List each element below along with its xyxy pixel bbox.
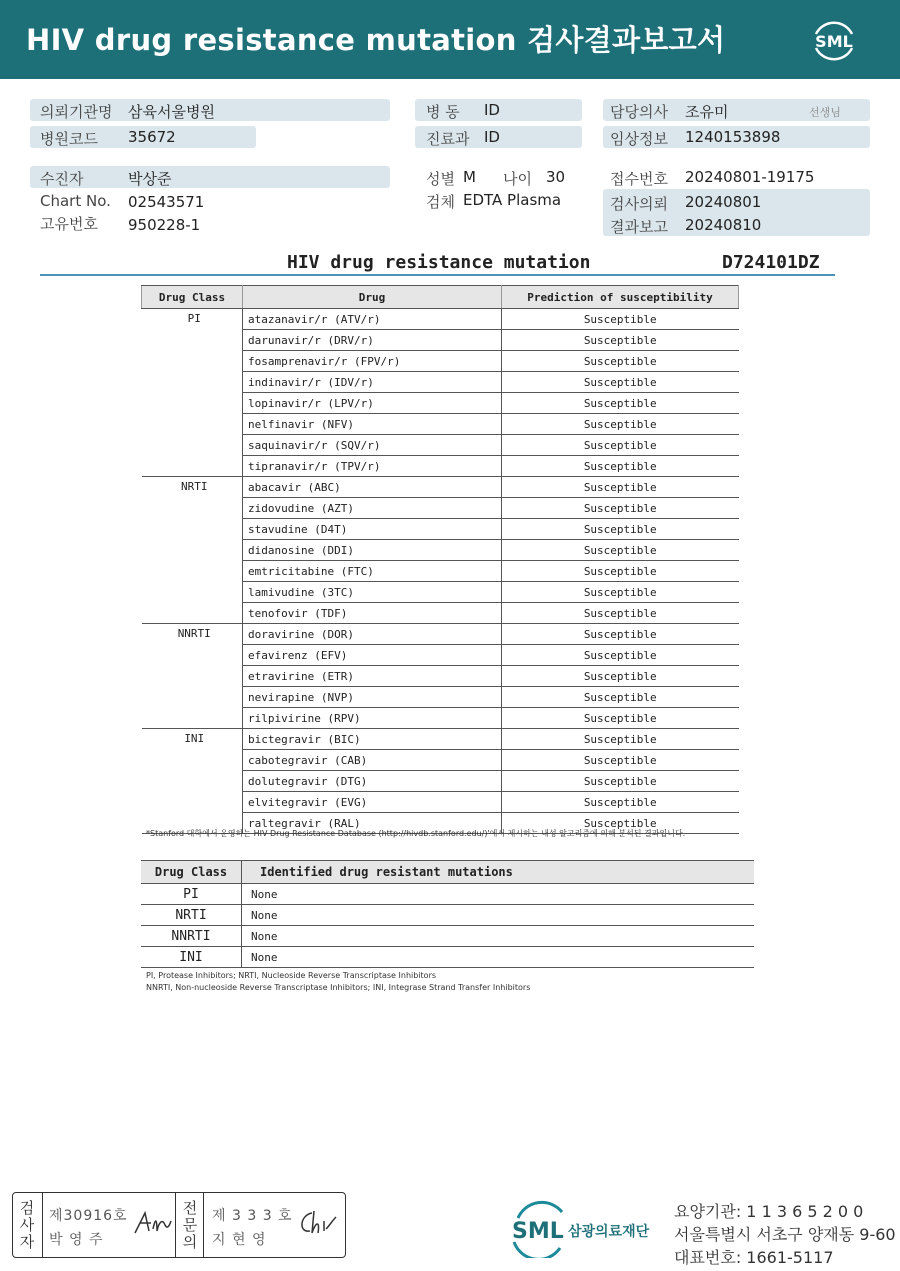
drug-class-cell: PI: [142, 309, 243, 477]
prediction-cell: Susceptible: [502, 477, 739, 498]
prediction-cell: Susceptible: [502, 624, 739, 645]
prediction-cell: Susceptible: [502, 372, 739, 393]
age-value: 30: [546, 168, 566, 186]
table-row: [142, 477, 739, 498]
drug-name-cell: rilpivirine (RPV): [243, 708, 502, 729]
expert-license: 제 3 3 3 호: [212, 1208, 293, 1224]
mutation-value-cell: None: [242, 947, 755, 968]
divider: [42, 1193, 43, 1257]
drug-name-cell: bictegravir (BIC): [243, 729, 502, 750]
table-row: [141, 926, 754, 947]
sex-label: 성별: [426, 170, 455, 188]
report-header: [0, 0, 900, 79]
table-row: [142, 729, 739, 750]
drug-name-cell: cabotegravir (CAB): [243, 750, 502, 771]
mutation-class-cell: INI: [141, 947, 242, 968]
mutation-body: [141, 884, 754, 968]
drug-name-cell: indinavir/r (IDV/r): [243, 372, 502, 393]
mutation-value-cell: None: [242, 926, 755, 947]
id-label: 고유번호: [40, 215, 98, 233]
dept-value: ID: [484, 128, 500, 146]
table-row: [141, 884, 754, 905]
request-label: 검사의뢰: [610, 195, 668, 213]
drug-name-cell: atazanavir/r (ATV/r): [243, 309, 502, 330]
drug-class-cell: NRTI: [142, 477, 243, 624]
prediction-cell: Susceptible: [502, 708, 739, 729]
doctor-value: 조유미: [685, 103, 729, 121]
table-row: [141, 905, 754, 926]
prediction-cell: Susceptible: [502, 309, 739, 330]
id-value: 950228-1: [128, 216, 201, 234]
drug-name-cell: elvitegravir (EVG): [243, 792, 502, 813]
drug-name-cell: lamivudine (3TC): [243, 582, 502, 603]
tester-signature: [131, 1207, 175, 1239]
drug-name-cell: nelfinavir (NFV): [243, 414, 502, 435]
susceptibility-body: [142, 309, 739, 834]
patient-value: 박상준: [128, 170, 172, 188]
code-label: 병원코드: [40, 130, 98, 148]
expert-signature: [296, 1207, 340, 1239]
col-header-prediction: Prediction of susceptibility: [502, 286, 739, 309]
sml-logo: [806, 12, 862, 68]
svg-text:SML: SML: [512, 1219, 564, 1244]
drug-name-cell: efavirenz (EFV): [243, 645, 502, 666]
mut-header-mutations: Identified drug resistant mutations: [242, 861, 755, 884]
dept-label: 진료과: [426, 130, 470, 148]
drug-name-cell: dolutegravir (DTG): [243, 771, 502, 792]
prediction-cell: Susceptible: [502, 330, 739, 351]
table-row: [142, 624, 739, 645]
prediction-cell: Susceptible: [502, 414, 739, 435]
report-value: 20240810: [685, 216, 762, 234]
prediction-cell: Susceptible: [502, 645, 739, 666]
prediction-cell: Susceptible: [502, 519, 739, 540]
footer-address: 서울특별시 서초구 양재동 9-60: [674, 1225, 896, 1244]
prediction-cell: Susceptible: [502, 792, 739, 813]
receipt-value: 20240801-19175: [685, 168, 815, 186]
svg-text:SML: SML: [815, 32, 853, 51]
ward-value: ID: [484, 101, 500, 119]
prediction-cell: Susceptible: [502, 771, 739, 792]
test-code: D724101DZ: [722, 252, 820, 273]
mutation-class-cell: NRTI: [141, 905, 242, 926]
prediction-cell: Susceptible: [502, 729, 739, 750]
drug-name-cell: abacavir (ABC): [243, 477, 502, 498]
drug-class-cell: INI: [142, 729, 243, 834]
prediction-cell: Susceptible: [502, 540, 739, 561]
footer-phone: 대표번호: 1661-5117: [674, 1248, 834, 1267]
clinical-value: 1240153898: [685, 128, 781, 146]
table-row: [142, 309, 739, 330]
hospital-label: 의뢰기관명: [40, 103, 113, 121]
abbr-line-2: NNRTI, Non-nucleoside Reverse Transcriptase Inhibitors; INI, Integrase Strand Transfer Inhibitors: [146, 983, 531, 992]
receipt-label: 접수번호: [610, 170, 668, 188]
sex-value: M: [463, 168, 476, 186]
specimen-value: EDTA Plasma: [463, 191, 562, 209]
susceptibility-table: [141, 285, 739, 834]
prediction-cell: Susceptible: [502, 666, 739, 687]
drug-name-cell: zidovudine (AZT): [243, 498, 502, 519]
mutation-class-cell: PI: [141, 884, 242, 905]
drug-name-cell: fosamprenavir/r (FPV/r): [243, 351, 502, 372]
drug-name-cell: nevirapine (NVP): [243, 687, 502, 708]
prediction-cell: Susceptible: [502, 603, 739, 624]
info-pill-patient: [30, 166, 390, 188]
drug-name-cell: darunavir/r (DRV/r): [243, 330, 502, 351]
drug-name-cell: didanosine (DDI): [243, 540, 502, 561]
clinical-label: 임상정보: [610, 130, 668, 148]
stanford-note: *Stanford 대학에서 운영하는 HIV Drug Resistance Database (http://hivdb.stanford.edu/)'에서 제시하는 내성 알고리즘에 의해 분석된 결과입니다.: [146, 829, 686, 838]
prediction-cell: Susceptible: [502, 393, 739, 414]
doctor-label: 담당의사: [610, 103, 668, 121]
request-value: 20240801: [685, 193, 762, 211]
expert-name: 지 현 영: [212, 1232, 267, 1248]
patient-label: 수진자: [40, 170, 84, 188]
expert-label: 전문의: [182, 1199, 198, 1251]
prediction-cell: Susceptible: [502, 750, 739, 771]
col-header-drug: Drug: [243, 286, 502, 309]
drug-name-cell: stavudine (D4T): [243, 519, 502, 540]
drug-name-cell: raltegravir (RAL): [243, 813, 502, 834]
section-rule: [40, 274, 835, 276]
abbreviations: [146, 970, 530, 994]
drug-class-cell: NNRTI: [142, 624, 243, 729]
col-header-class: Drug Class: [142, 286, 243, 309]
report-title: HIV drug resistance mutation 검사결과보고서: [26, 23, 726, 57]
abbr-line-1: PI, Protease Inhibitors; NRTI, Nucleoside Reverse Transcriptase Inhibitors: [146, 971, 437, 980]
prediction-cell: Susceptible: [502, 687, 739, 708]
prediction-cell: Susceptible: [502, 813, 739, 834]
prediction-cell: Susceptible: [502, 435, 739, 456]
table-row: [141, 947, 754, 968]
tester-license: 제30916호: [49, 1208, 128, 1224]
footer-code: 요양기관: 1 1 3 6 5 2 0 0: [674, 1202, 864, 1221]
prediction-cell: Susceptible: [502, 561, 739, 582]
sml-footer-logo: [508, 1198, 668, 1258]
drug-name-cell: tipranavir/r (TPV/r): [243, 456, 502, 477]
doctor-suffix: 선생님: [809, 106, 841, 119]
drug-name-cell: tenofovir (TDF): [243, 603, 502, 624]
chart-value: 02543571: [128, 193, 205, 211]
hospital-value: 삼육서울병원: [128, 103, 215, 121]
tester-name: 박 영 주: [49, 1232, 104, 1248]
ward-label: 병 동: [426, 103, 460, 121]
chart-label: Chart No.: [40, 192, 111, 210]
prediction-cell: Susceptible: [502, 351, 739, 372]
divider: [175, 1193, 176, 1257]
mut-header-class: Drug Class: [141, 861, 242, 884]
footer-logo: [508, 1198, 668, 1262]
section-title: HIV drug resistance mutation: [287, 252, 591, 273]
code-value: 35672: [128, 128, 176, 146]
mutation-value-cell: None: [242, 905, 755, 926]
mutation-table: [141, 860, 754, 968]
drug-name-cell: saquinavir/r (SQV/r): [243, 435, 502, 456]
prediction-cell: Susceptible: [502, 582, 739, 603]
signature-box: [12, 1192, 346, 1258]
specimen-label: 검체: [426, 193, 455, 211]
svg-text:삼광의료재단: 삼광의료재단: [568, 1224, 650, 1240]
prediction-cell: Susceptible: [502, 498, 739, 519]
drug-name-cell: etravirine (ETR): [243, 666, 502, 687]
divider: [203, 1193, 204, 1257]
mutation-class-cell: NNRTI: [141, 926, 242, 947]
drug-name-cell: doravirine (DOR): [243, 624, 502, 645]
tester-label: 검사자: [19, 1199, 35, 1251]
report-label: 결과보고: [610, 218, 668, 236]
age-label: 나이: [503, 170, 532, 188]
prediction-cell: Susceptible: [502, 456, 739, 477]
drug-name-cell: lopinavir/r (LPV/r): [243, 393, 502, 414]
drug-name-cell: emtricitabine (FTC): [243, 561, 502, 582]
mutation-value-cell: None: [242, 884, 755, 905]
